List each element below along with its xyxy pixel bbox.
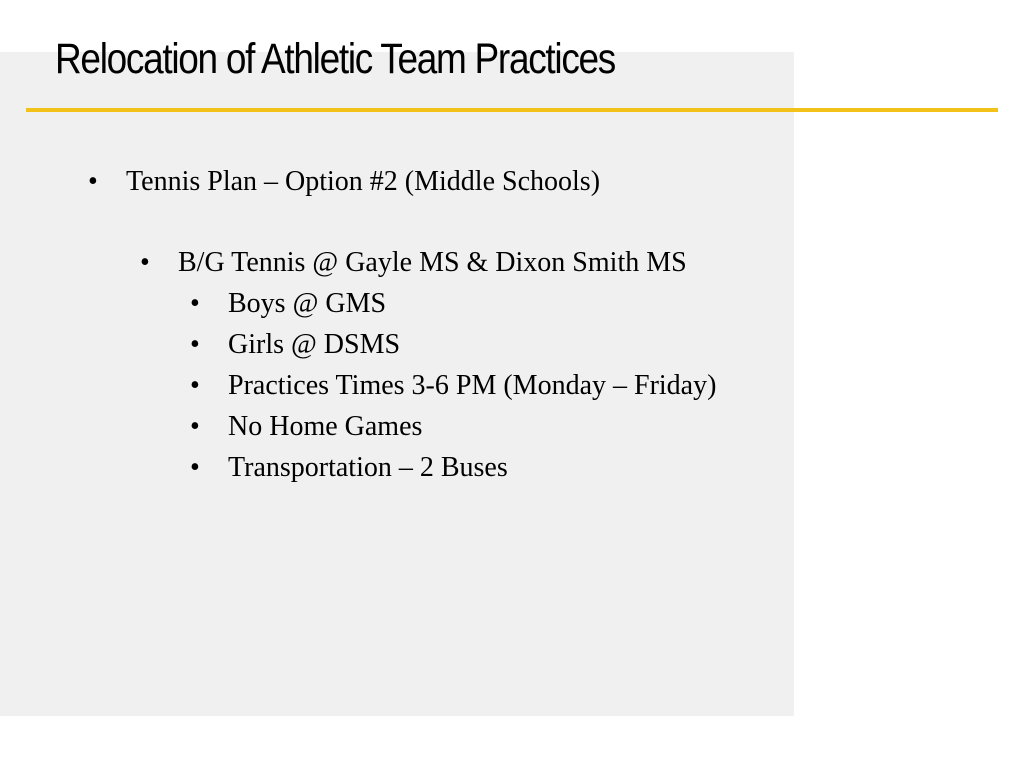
bullet-text: Practices Times 3-6 PM (Monday – Friday) <box>228 370 717 401</box>
bullet-text: Transportation – 2 Buses <box>228 452 508 483</box>
bullet-level1-tennis-plan <box>88 168 600 196</box>
bullet-glyph: • <box>190 288 200 319</box>
bullet-glyph: • <box>190 411 200 442</box>
bullet-glyph: • <box>190 370 200 401</box>
bullet-glyph: • <box>140 247 150 278</box>
bullet-level3-no-home-games <box>190 413 422 441</box>
bullet-level3-practice-times <box>190 372 716 400</box>
bullet-text: No Home Games <box>228 411 423 442</box>
title-underline-rule <box>26 108 998 112</box>
bullet-text: Tennis Plan – Option #2 (Middle Schools) <box>126 166 601 197</box>
bullet-glyph: • <box>88 166 98 197</box>
bullet-text: Boys @ GMS <box>228 288 387 319</box>
bullet-level3-boys <box>190 290 386 318</box>
bullet-glyph: • <box>190 452 200 483</box>
bullet-glyph: • <box>190 329 200 360</box>
bullet-level3-girls <box>190 331 400 359</box>
bullet-text: B/G Tennis @ Gayle MS & Dixon Smith MS <box>178 247 687 278</box>
bullet-level2-bg-tennis <box>140 249 687 277</box>
slide-title: Relocation of Athletic Team Practices <box>55 35 616 83</box>
bullet-text: Girls @ DSMS <box>228 329 401 360</box>
bullet-level3-transportation <box>190 454 508 482</box>
